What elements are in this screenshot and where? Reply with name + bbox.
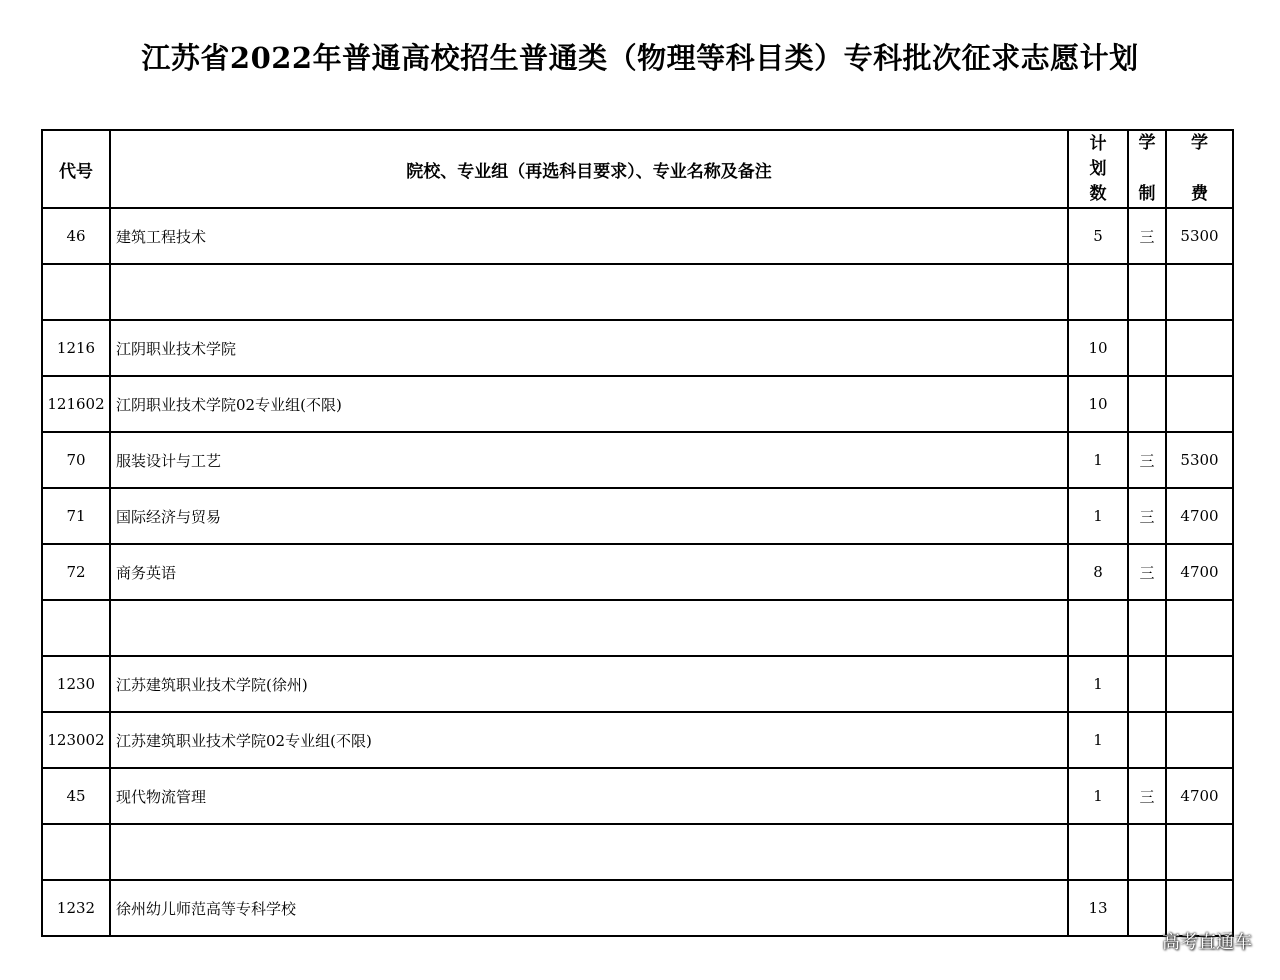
table-row bbox=[42, 824, 1233, 880]
cell-name: 徐州幼儿师范高等专科学校 bbox=[110, 880, 1068, 936]
header-plan-count-char: 划 bbox=[1089, 158, 1107, 179]
cell-code: 72 bbox=[42, 544, 110, 600]
cell-fee: 5300 bbox=[1166, 208, 1233, 264]
cell-fee bbox=[1166, 600, 1233, 656]
header-fee bbox=[1166, 130, 1233, 208]
cell-name: 服装设计与工艺 bbox=[110, 432, 1068, 488]
cell-fee bbox=[1166, 712, 1233, 768]
cell-length bbox=[1128, 712, 1166, 768]
cell-length bbox=[1128, 320, 1166, 376]
cell-code: 70 bbox=[42, 432, 110, 488]
cell-length bbox=[1128, 656, 1166, 712]
cell-plan-count: 1 bbox=[1068, 712, 1128, 768]
cell-plan-count bbox=[1068, 264, 1128, 320]
table-row bbox=[42, 768, 1233, 824]
cell-code: 1232 bbox=[42, 880, 110, 936]
table-row bbox=[42, 656, 1233, 712]
table-header-row bbox=[42, 130, 1233, 208]
cell-name: 建筑工程技术 bbox=[110, 208, 1068, 264]
cell-name: 江苏建筑职业技术学院(徐州) bbox=[110, 656, 1068, 712]
cell-name: 现代物流管理 bbox=[110, 768, 1068, 824]
header-length-char: 制 bbox=[1138, 184, 1156, 204]
table-row bbox=[42, 320, 1233, 376]
table-row bbox=[42, 376, 1233, 432]
table-row bbox=[42, 208, 1233, 264]
header-fee-char: 费 bbox=[1191, 184, 1208, 204]
cell-length: 三 bbox=[1128, 208, 1166, 264]
watermark: 高考直通车 bbox=[1162, 932, 1252, 953]
enrollment-plan-table bbox=[41, 129, 1234, 937]
cell-fee: 5300 bbox=[1166, 432, 1233, 488]
cell-code: 1216 bbox=[42, 320, 110, 376]
cell-code: 46 bbox=[42, 208, 110, 264]
cell-code: 71 bbox=[42, 488, 110, 544]
cell-code bbox=[42, 824, 110, 880]
cell-plan-count: 10 bbox=[1068, 376, 1128, 432]
cell-code: 121602 bbox=[42, 376, 110, 432]
header-code: 代号 bbox=[42, 130, 110, 208]
cell-fee bbox=[1166, 376, 1233, 432]
cell-plan-count: 13 bbox=[1068, 880, 1128, 936]
cell-length bbox=[1128, 880, 1166, 936]
cell-plan-count: 1 bbox=[1068, 656, 1128, 712]
cell-length bbox=[1128, 264, 1166, 320]
cell-name bbox=[110, 824, 1068, 880]
cell-length: 三 bbox=[1128, 544, 1166, 600]
table-row bbox=[42, 544, 1233, 600]
cell-plan-count: 1 bbox=[1068, 432, 1128, 488]
cell-plan-count: 1 bbox=[1068, 488, 1128, 544]
cell-length bbox=[1128, 824, 1166, 880]
table-row bbox=[42, 880, 1233, 936]
header-plan-count-char: 数 bbox=[1089, 183, 1107, 204]
header-fee-char: 学 bbox=[1191, 133, 1208, 153]
cell-name bbox=[110, 264, 1068, 320]
cell-length: 三 bbox=[1128, 432, 1166, 488]
table-row bbox=[42, 488, 1233, 544]
header-length bbox=[1128, 130, 1166, 208]
cell-code bbox=[42, 600, 110, 656]
cell-length bbox=[1128, 600, 1166, 656]
header-name: 院校、专业组（再选科目要求）、专业名称及备注 bbox=[110, 130, 1068, 208]
table-row bbox=[42, 432, 1233, 488]
cell-name: 江阴职业技术学院 bbox=[110, 320, 1068, 376]
cell-name bbox=[110, 600, 1068, 656]
cell-name: 商务英语 bbox=[110, 544, 1068, 600]
cell-fee: 4700 bbox=[1166, 488, 1233, 544]
cell-name: 国际经济与贸易 bbox=[110, 488, 1068, 544]
cell-fee: 4700 bbox=[1166, 544, 1233, 600]
page-title: 江苏省2022年普通高校招生普通类（物理等科目类）专科批次征求志愿计划 bbox=[141, 41, 1139, 75]
cell-plan-count: 10 bbox=[1068, 320, 1128, 376]
cell-fee bbox=[1166, 656, 1233, 712]
cell-fee bbox=[1166, 264, 1233, 320]
cell-name: 江苏建筑职业技术学院02专业组(不限) bbox=[110, 712, 1068, 768]
cell-name: 江阴职业技术学院02专业组(不限) bbox=[110, 376, 1068, 432]
cell-code bbox=[42, 264, 110, 320]
cell-code: 45 bbox=[42, 768, 110, 824]
header-length-char: 学 bbox=[1138, 133, 1156, 153]
cell-plan-count bbox=[1068, 824, 1128, 880]
cell-plan-count: 5 bbox=[1068, 208, 1128, 264]
header-plan-count bbox=[1068, 130, 1128, 208]
cell-fee bbox=[1166, 320, 1233, 376]
cell-code: 123002 bbox=[42, 712, 110, 768]
cell-fee bbox=[1166, 824, 1233, 880]
cell-length bbox=[1128, 376, 1166, 432]
cell-code: 1230 bbox=[42, 656, 110, 712]
header-plan-count-char: 计 bbox=[1089, 133, 1107, 154]
cell-plan-count bbox=[1068, 600, 1128, 656]
table-row bbox=[42, 264, 1233, 320]
cell-plan-count: 1 bbox=[1068, 768, 1128, 824]
cell-length: 三 bbox=[1128, 488, 1166, 544]
cell-plan-count: 8 bbox=[1068, 544, 1128, 600]
table-row bbox=[42, 712, 1233, 768]
table-row bbox=[42, 600, 1233, 656]
cell-length: 三 bbox=[1128, 768, 1166, 824]
cell-fee: 4700 bbox=[1166, 768, 1233, 824]
